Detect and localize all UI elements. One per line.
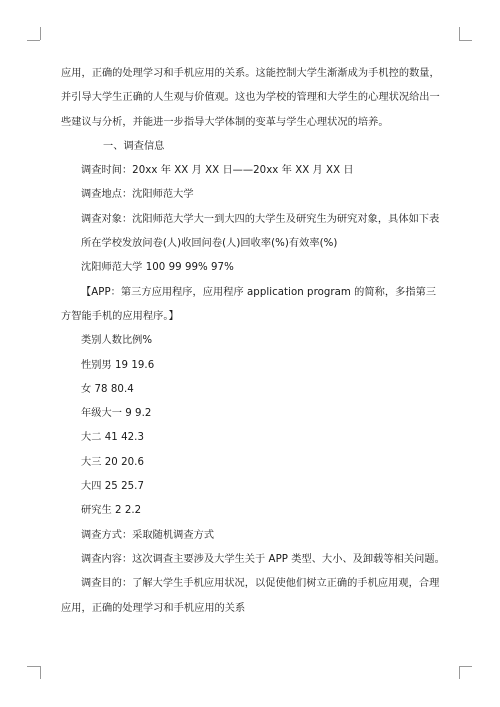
crop-mark-bottom-right-h bbox=[459, 666, 472, 667]
paragraph-line: 并引导大学生正确的人生观与价值观。这也为学校的管理和大学生的心理状况给出一 bbox=[61, 92, 440, 104]
survey-purpose: 调查目的：了解大学生手机应用状况，以促使他们树立正确的手机应用观，合理 bbox=[81, 578, 440, 590]
section-heading: 一、调查信息 bbox=[103, 140, 165, 152]
document-body bbox=[61, 66, 443, 625]
table-data-line: 研究生 2 2.2 bbox=[81, 505, 142, 517]
table-data-line: 大二 41 42.3 bbox=[81, 432, 144, 444]
table-data-line: 女 78 80.4 bbox=[81, 383, 134, 395]
crop-mark-top-right-h bbox=[459, 40, 472, 41]
app-note-line: 【APP：第三方应用程序，应用程序 application program 的简称，多指第三 bbox=[81, 286, 437, 298]
crop-mark-top-left-v bbox=[40, 27, 41, 40]
paragraph-line: 些建议与分析，并能进一步指导大学体制的变革与学生心理状况的培养。 bbox=[61, 116, 389, 128]
table-data-line: 沈阳师范大学 100 99 99% 97% bbox=[81, 262, 234, 274]
crop-mark-bottom-right-v bbox=[459, 666, 460, 679]
table-data-line: 性别男 19 19.6 bbox=[81, 359, 155, 371]
crop-mark-bottom-left-v bbox=[40, 666, 41, 679]
survey-location: 调查地点：沈阳师范大学 bbox=[81, 189, 194, 201]
survey-content: 调查内容：这次调查主要涉及大学生关于 APP 类型、大小、及卸载等相关问题。 bbox=[81, 553, 445, 565]
table-data-line: 大三 20 20.6 bbox=[81, 456, 144, 468]
survey-subject: 调查对象：沈阳师范大学大一到大四的大学生及研究生为研究对象，具体如下表 bbox=[81, 213, 440, 225]
crop-mark-top-right-v bbox=[459, 27, 460, 40]
paragraph-line: 应用，正确的处理学习和手机应用的关系 bbox=[61, 602, 246, 614]
app-note-line: 方智能手机的应用程序。】 bbox=[61, 310, 179, 322]
survey-method: 调查方式：采取随机调查方式 bbox=[81, 529, 215, 541]
table-header-line: 类别人数比例% bbox=[81, 335, 153, 347]
table-data-line: 年级大一 9 9.2 bbox=[81, 408, 152, 420]
table-data-line: 大四 25 25.7 bbox=[81, 481, 144, 493]
table-header-line: 所在学校发放问卷(人)收回问卷(人)回收率(%)有效率(%) bbox=[81, 238, 338, 250]
crop-mark-top-left-h bbox=[27, 40, 40, 41]
survey-time: 调查时间：20xx 年 XX 月 XX 日——20xx 年 XX 月 XX 日 bbox=[81, 165, 354, 177]
crop-mark-bottom-left-h bbox=[27, 666, 40, 667]
paragraph-line: 应用，正确的处理学习和手机应用的关系。这能控制大学生渐渐成为手机控的数量， bbox=[61, 68, 440, 79]
